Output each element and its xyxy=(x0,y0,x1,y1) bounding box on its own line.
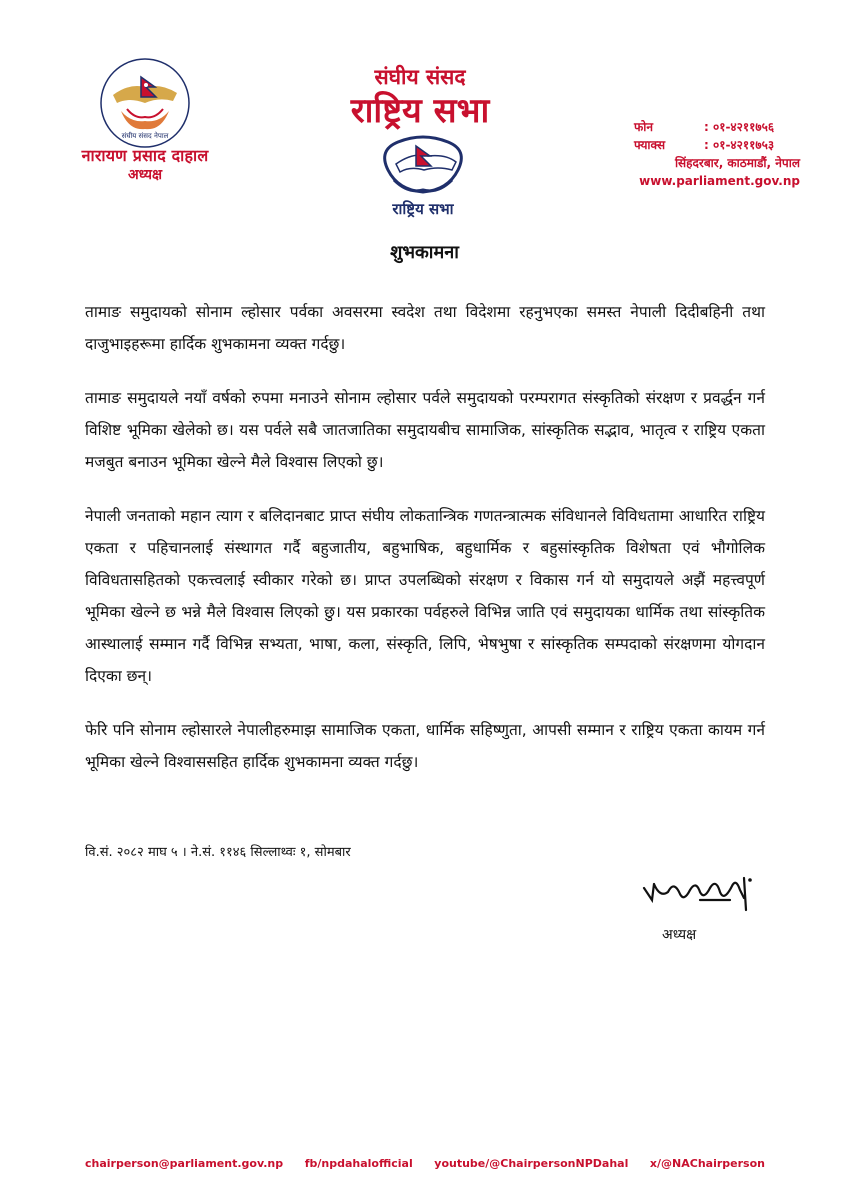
letter-body xyxy=(85,296,765,800)
emblem-caption: राष्ट्रिय सभा xyxy=(392,200,454,218)
signatory-role: अध्यक्ष xyxy=(662,927,697,943)
footer-email-link[interactable]: chairperson@parliament.gov.np xyxy=(85,1157,284,1170)
logo-caption: संघीय संसद नेपाल xyxy=(121,132,169,140)
fax-row xyxy=(590,136,800,154)
handwritten-signature xyxy=(640,870,760,920)
date-line: वि.सं. २०८२ माघ ५ । ने.सं. ११४६ सिल्लाथ्वः १, सोमबार xyxy=(85,845,351,860)
footer-x-link[interactable]: x/@NAChairperson xyxy=(649,1157,765,1170)
letter-title: शुभकामना xyxy=(390,242,459,263)
paragraph-2: तामाङ समुदायले नयाँ वर्षको रुपमा मनाउने सोनाम ल्होसार पर्वले समुदायको परम्परागत संस्कृतिको संरक्षण र प्रवर्द्धन गर्न विशिष्ट भूमिका खेलेको छ। यस पर्वले सबै जातजातिका समुदायबीच सामाजिक, सांस्कृतिक सद्भाव, भातृत्व र राष्ट्रिय एकता मजबुत बनाउन भूमिका खेल्ने मैले विश्वास लिएको छु। xyxy=(85,389,765,471)
national-assembly-emblem xyxy=(368,130,478,220)
org-line1: संघीय संसद xyxy=(374,65,466,89)
org-line2: राष्ट्रिय सभा xyxy=(350,91,490,131)
footer-links xyxy=(85,1157,765,1170)
fax-value: : ०१-४२११७५३ xyxy=(704,138,775,152)
address: सिंहदरबार, काठमाडौं, नेपाल xyxy=(674,156,800,170)
paragraph-3: नेपाली जनताको महान त्याग र बलिदानबाट प्राप्त संघीय लोकतान्त्रिक गणतन्त्रात्मक संविधानले विविधतामा आधारित राष्ट्रिय एकता र पहिचानलाई संस्थागत गर्दै बहुजातीय, बहुभाषिक, बहुधार्मिक र बहुसांस्कृतिक विशेषता एवं भौगोलिक विविधतासहितको एकत्त्वलाई स्वीकार गरेको छ। प्राप्त उपलब्धिको संरक्षण र विकास गर्न यो समुदायले अझैं महत्त्वपूर्ण भूमिका खेल्ने छ भन्ने मैले विश्वास लिएको छु। यस प्रकारका पर्वहरुले विभिन्न जाति एवं समुदायका धार्मिक तथा सांस्कृतिक आस्थालाई सम्मान गर्दै विभिन्न सभ्यता, भाषा, कला, संस्कृति, लिपि, भेषभुषा र सांस्कृतिक सम्पदाको संरक्षणमा योगदान दिएका छन्। xyxy=(85,507,765,685)
chairperson-block xyxy=(50,146,240,184)
chairperson-name: नारायण प्रसाद दाहाल xyxy=(81,146,209,165)
chairperson-role: अध्यक्ष xyxy=(127,167,163,183)
phone-row xyxy=(590,118,800,136)
organization-heading xyxy=(300,64,540,132)
website-link[interactable]: www.parliament.gov.np xyxy=(639,174,800,188)
fax-label: फ्याक्स xyxy=(634,138,666,152)
phone-label: फोन xyxy=(634,120,654,134)
contact-block xyxy=(590,118,800,190)
paragraph-1: तामाङ समुदायको सोनाम ल्होसार पर्वका अवसरमा स्वदेश तथा विदेशमा रहनुभएका समस्त नेपाली दिदीबहिनी तथा दाजुभाइहरूमा हार्दिक शुभकामना व्यक्त गर्दछु। xyxy=(85,303,765,353)
footer-facebook-link[interactable]: fb/npdahalofficial xyxy=(304,1157,413,1170)
footer-youtube-link[interactable]: youtube/@ChairpersonNPDahal xyxy=(434,1157,629,1170)
paragraph-4: फेरि पनि सोनाम ल्होसारले नेपालीहरुमाझ सामाजिक एकता, धार्मिक सहिष्णुता, आपसी सम्मान र राष्ट्रिय एकता कायम गर्न भूमिका खेल्ने विश्वाससहित हार्दिक शुभकामना व्यक्त गर्दछु। xyxy=(85,721,765,771)
phone-value: : ०१-४२११७५६ xyxy=(704,120,775,134)
